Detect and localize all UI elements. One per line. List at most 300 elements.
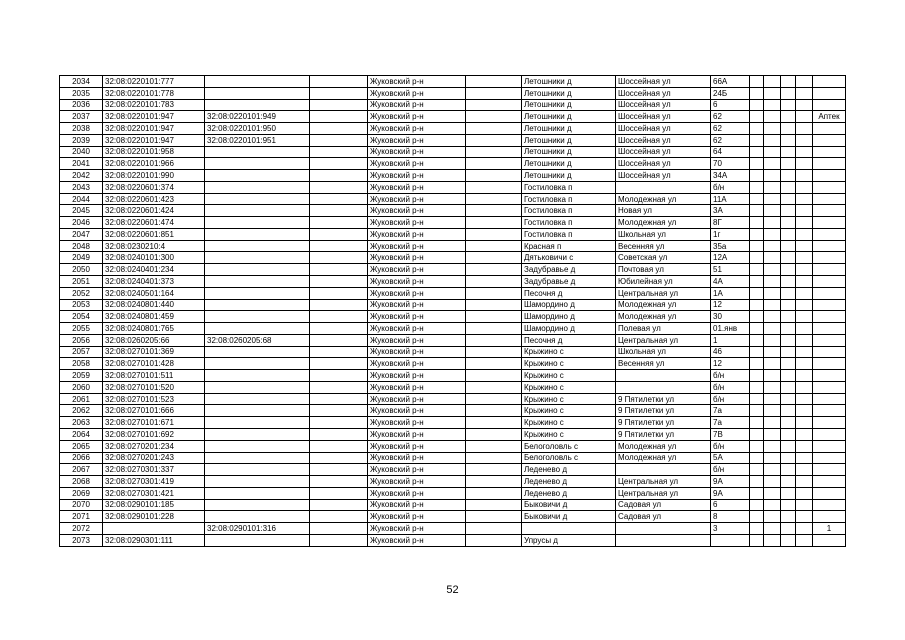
empty-cell xyxy=(796,487,813,499)
table-row xyxy=(60,276,846,288)
related-cadastral-number-cell xyxy=(205,428,310,440)
note-cell xyxy=(813,181,846,193)
row-number-cell: 2056 xyxy=(60,334,103,346)
row-number-cell: 2062 xyxy=(60,405,103,417)
row-number-cell: 2055 xyxy=(60,323,103,335)
related-cadastral-number-cell xyxy=(205,158,310,170)
district-cell: Жуковский р-н xyxy=(368,170,466,182)
empty-cell xyxy=(781,358,796,370)
cadastral-number-cell: 32:08:0220101:947 xyxy=(103,111,205,123)
related-cadastral-number-cell xyxy=(205,311,310,323)
street-cell: Шоссейная ул xyxy=(616,99,711,111)
empty-cell xyxy=(750,181,764,193)
note-cell xyxy=(813,499,846,511)
house-number-cell: 24Б xyxy=(711,87,750,99)
row-number-cell: 2073 xyxy=(60,534,103,546)
empty-cell xyxy=(310,346,368,358)
empty-cell xyxy=(796,217,813,229)
street-cell: Садовая ул xyxy=(616,511,711,523)
house-number-cell: 9А xyxy=(711,476,750,488)
cadastral-number-cell: 32:08:0270101:428 xyxy=(103,358,205,370)
related-cadastral-number-cell xyxy=(205,299,310,311)
related-cadastral-number-cell xyxy=(205,87,310,99)
empty-cell xyxy=(750,405,764,417)
empty-cell xyxy=(466,111,522,123)
empty-cell xyxy=(781,511,796,523)
empty-cell xyxy=(466,123,522,135)
empty-cell xyxy=(781,287,796,299)
district-cell: Жуковский р-н xyxy=(368,358,466,370)
empty-cell xyxy=(781,181,796,193)
row-number-cell: 2038 xyxy=(60,123,103,135)
empty-cell xyxy=(310,428,368,440)
cadastral-number-cell: 32:08:0270101:523 xyxy=(103,393,205,405)
empty-cell xyxy=(781,228,796,240)
empty-cell xyxy=(750,87,764,99)
table-row xyxy=(60,87,846,99)
empty-cell xyxy=(750,228,764,240)
district-cell: Жуковский р-н xyxy=(368,417,466,429)
note-cell xyxy=(813,476,846,488)
related-cadastral-number-cell xyxy=(205,534,310,546)
table-row xyxy=(60,170,846,182)
table-row xyxy=(60,499,846,511)
empty-cell xyxy=(781,381,796,393)
empty-cell xyxy=(466,181,522,193)
related-cadastral-number-cell xyxy=(205,381,310,393)
empty-cell xyxy=(466,311,522,323)
empty-cell xyxy=(310,476,368,488)
table-row xyxy=(60,452,846,464)
empty-cell xyxy=(796,499,813,511)
empty-cell xyxy=(796,370,813,382)
empty-cell xyxy=(310,193,368,205)
empty-cell xyxy=(466,405,522,417)
district-cell: Жуковский р-н xyxy=(368,346,466,358)
empty-cell xyxy=(310,323,368,335)
table-row xyxy=(60,76,846,88)
row-number-cell: 2066 xyxy=(60,452,103,464)
empty-cell xyxy=(781,499,796,511)
settlement-cell: Шамордино д xyxy=(522,311,616,323)
table-row xyxy=(60,264,846,276)
empty-cell xyxy=(750,217,764,229)
empty-cell xyxy=(764,123,781,135)
settlement-cell: Гостиловка п xyxy=(522,228,616,240)
empty-cell xyxy=(781,252,796,264)
empty-cell xyxy=(764,334,781,346)
house-number-cell: 6 xyxy=(711,99,750,111)
house-number-cell: 34А xyxy=(711,170,750,182)
table-row xyxy=(60,252,846,264)
row-number-cell: 2061 xyxy=(60,393,103,405)
row-number-cell: 2060 xyxy=(60,381,103,393)
district-cell: Жуковский р-н xyxy=(368,146,466,158)
district-cell: Жуковский р-н xyxy=(368,534,466,546)
empty-cell xyxy=(781,123,796,135)
street-cell: Шоссейная ул xyxy=(616,76,711,88)
empty-cell xyxy=(764,381,781,393)
empty-cell xyxy=(764,217,781,229)
row-number-cell: 2043 xyxy=(60,181,103,193)
empty-cell xyxy=(310,287,368,299)
house-number-cell: 66А xyxy=(711,76,750,88)
empty-cell xyxy=(764,252,781,264)
house-number-cell: 62 xyxy=(711,111,750,123)
house-number-cell: 7а xyxy=(711,405,750,417)
empty-cell xyxy=(796,193,813,205)
empty-cell xyxy=(796,134,813,146)
note-cell: Аптек xyxy=(813,111,846,123)
empty-cell xyxy=(796,323,813,335)
settlement-cell: Шамордино д xyxy=(522,323,616,335)
table-row xyxy=(60,476,846,488)
street-cell xyxy=(616,181,711,193)
street-cell: Новая ул xyxy=(616,205,711,217)
related-cadastral-number-cell xyxy=(205,499,310,511)
empty-cell xyxy=(466,264,522,276)
empty-cell xyxy=(466,170,522,182)
empty-cell xyxy=(466,346,522,358)
related-cadastral-number-cell: 32:08:0220101:951 xyxy=(205,134,310,146)
district-cell: Жуковский р-н xyxy=(368,240,466,252)
cadastral-number-cell: 32:08:0220101:966 xyxy=(103,158,205,170)
settlement-cell: Летошники д xyxy=(522,158,616,170)
note-cell xyxy=(813,299,846,311)
district-cell: Жуковский р-н xyxy=(368,134,466,146)
related-cadastral-number-cell xyxy=(205,417,310,429)
cadastral-number-cell: 32:08:0220601:374 xyxy=(103,181,205,193)
empty-cell xyxy=(781,217,796,229)
note-cell xyxy=(813,276,846,288)
empty-cell xyxy=(310,334,368,346)
empty-cell xyxy=(796,452,813,464)
house-number-cell: 3А xyxy=(711,205,750,217)
table-row xyxy=(60,523,846,535)
district-cell: Жуковский р-н xyxy=(368,428,466,440)
empty-cell xyxy=(750,346,764,358)
related-cadastral-number-cell xyxy=(205,476,310,488)
table-row xyxy=(60,146,846,158)
empty-cell xyxy=(781,464,796,476)
settlement-cell: Песочня д xyxy=(522,334,616,346)
district-cell: Жуковский р-н xyxy=(368,228,466,240)
empty-cell xyxy=(750,252,764,264)
cadastral-number-cell: 32:08:0220601:423 xyxy=(103,193,205,205)
district-cell: Жуковский р-н xyxy=(368,193,466,205)
note-cell xyxy=(813,370,846,382)
house-number-cell: 12 xyxy=(711,358,750,370)
note-cell xyxy=(813,76,846,88)
empty-cell xyxy=(796,205,813,217)
district-cell: Жуковский р-н xyxy=(368,381,466,393)
empty-cell xyxy=(466,417,522,429)
settlement-cell: Леденево д xyxy=(522,487,616,499)
cadastral-number-cell: 32:08:0270101:520 xyxy=(103,381,205,393)
empty-cell xyxy=(466,452,522,464)
empty-cell xyxy=(750,123,764,135)
empty-cell xyxy=(796,264,813,276)
empty-cell xyxy=(750,393,764,405)
street-cell: 9 Пятилетки ул xyxy=(616,428,711,440)
related-cadastral-number-cell: 32:08:0260205:68 xyxy=(205,334,310,346)
table-row xyxy=(60,217,846,229)
house-number-cell: б/н xyxy=(711,464,750,476)
cadastral-number-cell: 32:08:0270101:671 xyxy=(103,417,205,429)
table-row xyxy=(60,123,846,135)
house-number-cell: б/н xyxy=(711,370,750,382)
note-cell xyxy=(813,323,846,335)
settlement-cell: Упрусы д xyxy=(522,534,616,546)
house-number-cell: 8Г xyxy=(711,217,750,229)
empty-cell xyxy=(310,181,368,193)
street-cell: Шоссейная ул xyxy=(616,158,711,170)
settlement-cell: Крыжино с xyxy=(522,428,616,440)
district-cell: Жуковский р-н xyxy=(368,87,466,99)
settlement-cell: Крыжино с xyxy=(522,381,616,393)
note-cell xyxy=(813,440,846,452)
empty-cell xyxy=(764,476,781,488)
empty-cell xyxy=(750,170,764,182)
district-cell: Жуковский р-н xyxy=(368,370,466,382)
empty-cell xyxy=(310,499,368,511)
related-cadastral-number-cell xyxy=(205,511,310,523)
settlement-cell: Гостиловка п xyxy=(522,217,616,229)
house-number-cell: 46 xyxy=(711,346,750,358)
district-cell: Жуковский р-н xyxy=(368,264,466,276)
table-row xyxy=(60,511,846,523)
empty-cell xyxy=(310,417,368,429)
district-cell: Жуковский р-н xyxy=(368,440,466,452)
note-cell xyxy=(813,487,846,499)
cadastral-number-cell: 32:08:0270201:243 xyxy=(103,452,205,464)
empty-cell xyxy=(750,523,764,535)
empty-cell xyxy=(781,276,796,288)
cadastral-number-cell: 32:08:0220101:777 xyxy=(103,76,205,88)
cadastral-number-cell: 32:08:0240801:440 xyxy=(103,299,205,311)
empty-cell xyxy=(466,534,522,546)
settlement-cell: Леденево д xyxy=(522,464,616,476)
settlement-cell: Крыжино с xyxy=(522,393,616,405)
empty-cell xyxy=(796,358,813,370)
empty-cell xyxy=(781,193,796,205)
table-row xyxy=(60,417,846,429)
settlement-cell: Крыжино с xyxy=(522,417,616,429)
empty-cell xyxy=(796,123,813,135)
street-cell: Шоссейная ул xyxy=(616,146,711,158)
empty-cell xyxy=(764,499,781,511)
empty-cell xyxy=(750,205,764,217)
street-cell: Молодежная ул xyxy=(616,440,711,452)
empty-cell xyxy=(764,393,781,405)
related-cadastral-number-cell xyxy=(205,323,310,335)
empty-cell xyxy=(796,158,813,170)
empty-cell xyxy=(466,511,522,523)
empty-cell xyxy=(764,99,781,111)
house-number-cell: 11А xyxy=(711,193,750,205)
empty-cell xyxy=(466,240,522,252)
table-row xyxy=(60,287,846,299)
note-cell xyxy=(813,87,846,99)
cadastral-number-cell: 32:08:0270101:666 xyxy=(103,405,205,417)
empty-cell xyxy=(310,146,368,158)
district-cell: Жуковский р-н xyxy=(368,452,466,464)
note-cell xyxy=(813,428,846,440)
empty-cell xyxy=(750,417,764,429)
district-cell: Жуковский р-н xyxy=(368,287,466,299)
row-number-cell: 2067 xyxy=(60,464,103,476)
empty-cell xyxy=(750,428,764,440)
empty-cell xyxy=(764,287,781,299)
empty-cell xyxy=(750,323,764,335)
settlement-cell: Летошники д xyxy=(522,99,616,111)
table-row xyxy=(60,405,846,417)
empty-cell xyxy=(466,358,522,370)
cadastral-number-cell: 32:08:0240801:459 xyxy=(103,311,205,323)
house-number-cell: 7а xyxy=(711,417,750,429)
empty-cell xyxy=(764,534,781,546)
empty-cell xyxy=(781,334,796,346)
house-number-cell: 12А xyxy=(711,252,750,264)
district-cell: Жуковский р-н xyxy=(368,334,466,346)
empty-cell xyxy=(781,405,796,417)
empty-cell xyxy=(750,134,764,146)
empty-cell xyxy=(781,111,796,123)
row-number-cell: 2053 xyxy=(60,299,103,311)
street-cell: Юбилейная ул xyxy=(616,276,711,288)
house-number-cell: 5А xyxy=(711,452,750,464)
related-cadastral-number-cell xyxy=(205,193,310,205)
empty-cell xyxy=(796,534,813,546)
row-number-cell: 2068 xyxy=(60,476,103,488)
empty-cell xyxy=(310,381,368,393)
related-cadastral-number-cell xyxy=(205,99,310,111)
settlement-cell: Белоголовль с xyxy=(522,452,616,464)
house-number-cell: 01.янв xyxy=(711,323,750,335)
empty-cell xyxy=(466,193,522,205)
settlement-cell: Летошники д xyxy=(522,123,616,135)
empty-cell xyxy=(310,123,368,135)
cadastral-number-cell: 32:08:0290101:185 xyxy=(103,499,205,511)
street-cell: 9 Пятилетки ул xyxy=(616,417,711,429)
row-number-cell: 2069 xyxy=(60,487,103,499)
related-cadastral-number-cell xyxy=(205,205,310,217)
district-cell: Жуковский р-н xyxy=(368,276,466,288)
note-cell: 1 xyxy=(813,523,846,535)
house-number-cell: 4А xyxy=(711,276,750,288)
district-cell: Жуковский р-н xyxy=(368,393,466,405)
row-number-cell: 2041 xyxy=(60,158,103,170)
cadastral-number-cell: 32:08:0270101:369 xyxy=(103,346,205,358)
house-number-cell: 30 xyxy=(711,311,750,323)
cadastral-number-cell: 32:08:0290101:228 xyxy=(103,511,205,523)
cadastral-number-cell: 32:08:0240101:300 xyxy=(103,252,205,264)
table-row xyxy=(60,240,846,252)
note-cell xyxy=(813,452,846,464)
empty-cell xyxy=(310,76,368,88)
empty-cell xyxy=(796,523,813,535)
row-number-cell: 2044 xyxy=(60,193,103,205)
cadastral-number-cell: 32:08:0230210:4 xyxy=(103,240,205,252)
table-row xyxy=(60,464,846,476)
empty-cell xyxy=(750,111,764,123)
empty-cell xyxy=(764,358,781,370)
cadastral-number-cell: 32:08:0240501:164 xyxy=(103,287,205,299)
note-cell xyxy=(813,158,846,170)
empty-cell xyxy=(796,99,813,111)
settlement-cell: Летошники д xyxy=(522,146,616,158)
cadastral-number-cell: 32:08:0260205:66 xyxy=(103,334,205,346)
district-cell: Жуковский р-н xyxy=(368,499,466,511)
street-cell: Школьная ул xyxy=(616,346,711,358)
district-cell: Жуковский р-н xyxy=(368,99,466,111)
house-number-cell: б/н xyxy=(711,440,750,452)
note-cell xyxy=(813,393,846,405)
empty-cell xyxy=(764,511,781,523)
empty-cell xyxy=(466,87,522,99)
cadastral-number-cell: 32:08:0220601:851 xyxy=(103,228,205,240)
related-cadastral-number-cell: 32:08:0220101:949 xyxy=(205,111,310,123)
empty-cell xyxy=(466,440,522,452)
empty-cell xyxy=(310,170,368,182)
related-cadastral-number-cell xyxy=(205,170,310,182)
row-number-cell: 2052 xyxy=(60,287,103,299)
note-cell xyxy=(813,170,846,182)
empty-cell xyxy=(310,111,368,123)
related-cadastral-number-cell xyxy=(205,264,310,276)
table-row xyxy=(60,205,846,217)
empty-cell xyxy=(750,311,764,323)
house-number-cell: 62 xyxy=(711,134,750,146)
empty-cell xyxy=(310,464,368,476)
empty-cell xyxy=(466,393,522,405)
empty-cell xyxy=(781,205,796,217)
empty-cell xyxy=(764,205,781,217)
empty-cell xyxy=(310,299,368,311)
street-cell: Молодежная ул xyxy=(616,217,711,229)
empty-cell xyxy=(796,228,813,240)
cadastral-number-cell: 32:08:0290301:111 xyxy=(103,534,205,546)
empty-cell xyxy=(750,334,764,346)
empty-cell xyxy=(310,511,368,523)
empty-cell xyxy=(796,170,813,182)
house-number-cell: 64 xyxy=(711,146,750,158)
street-cell: Весенняя ул xyxy=(616,358,711,370)
table-row xyxy=(60,370,846,382)
street-cell: Шоссейная ул xyxy=(616,87,711,99)
house-number-cell: 51 xyxy=(711,264,750,276)
table-row xyxy=(60,311,846,323)
empty-cell xyxy=(764,240,781,252)
settlement-cell: Дятьковичи с xyxy=(522,252,616,264)
related-cadastral-number-cell xyxy=(205,346,310,358)
empty-cell xyxy=(764,228,781,240)
settlement-cell: Крыжино с xyxy=(522,370,616,382)
empty-cell xyxy=(796,252,813,264)
note-cell xyxy=(813,334,846,346)
empty-cell xyxy=(750,264,764,276)
empty-cell xyxy=(796,311,813,323)
district-cell: Жуковский р-н xyxy=(368,487,466,499)
district-cell: Жуковский р-н xyxy=(368,217,466,229)
settlement-cell: Песочня д xyxy=(522,287,616,299)
empty-cell xyxy=(750,499,764,511)
row-number-cell: 2058 xyxy=(60,358,103,370)
empty-cell xyxy=(310,523,368,535)
related-cadastral-number-cell xyxy=(205,287,310,299)
street-cell: Шоссейная ул xyxy=(616,123,711,135)
row-number-cell: 2046 xyxy=(60,217,103,229)
